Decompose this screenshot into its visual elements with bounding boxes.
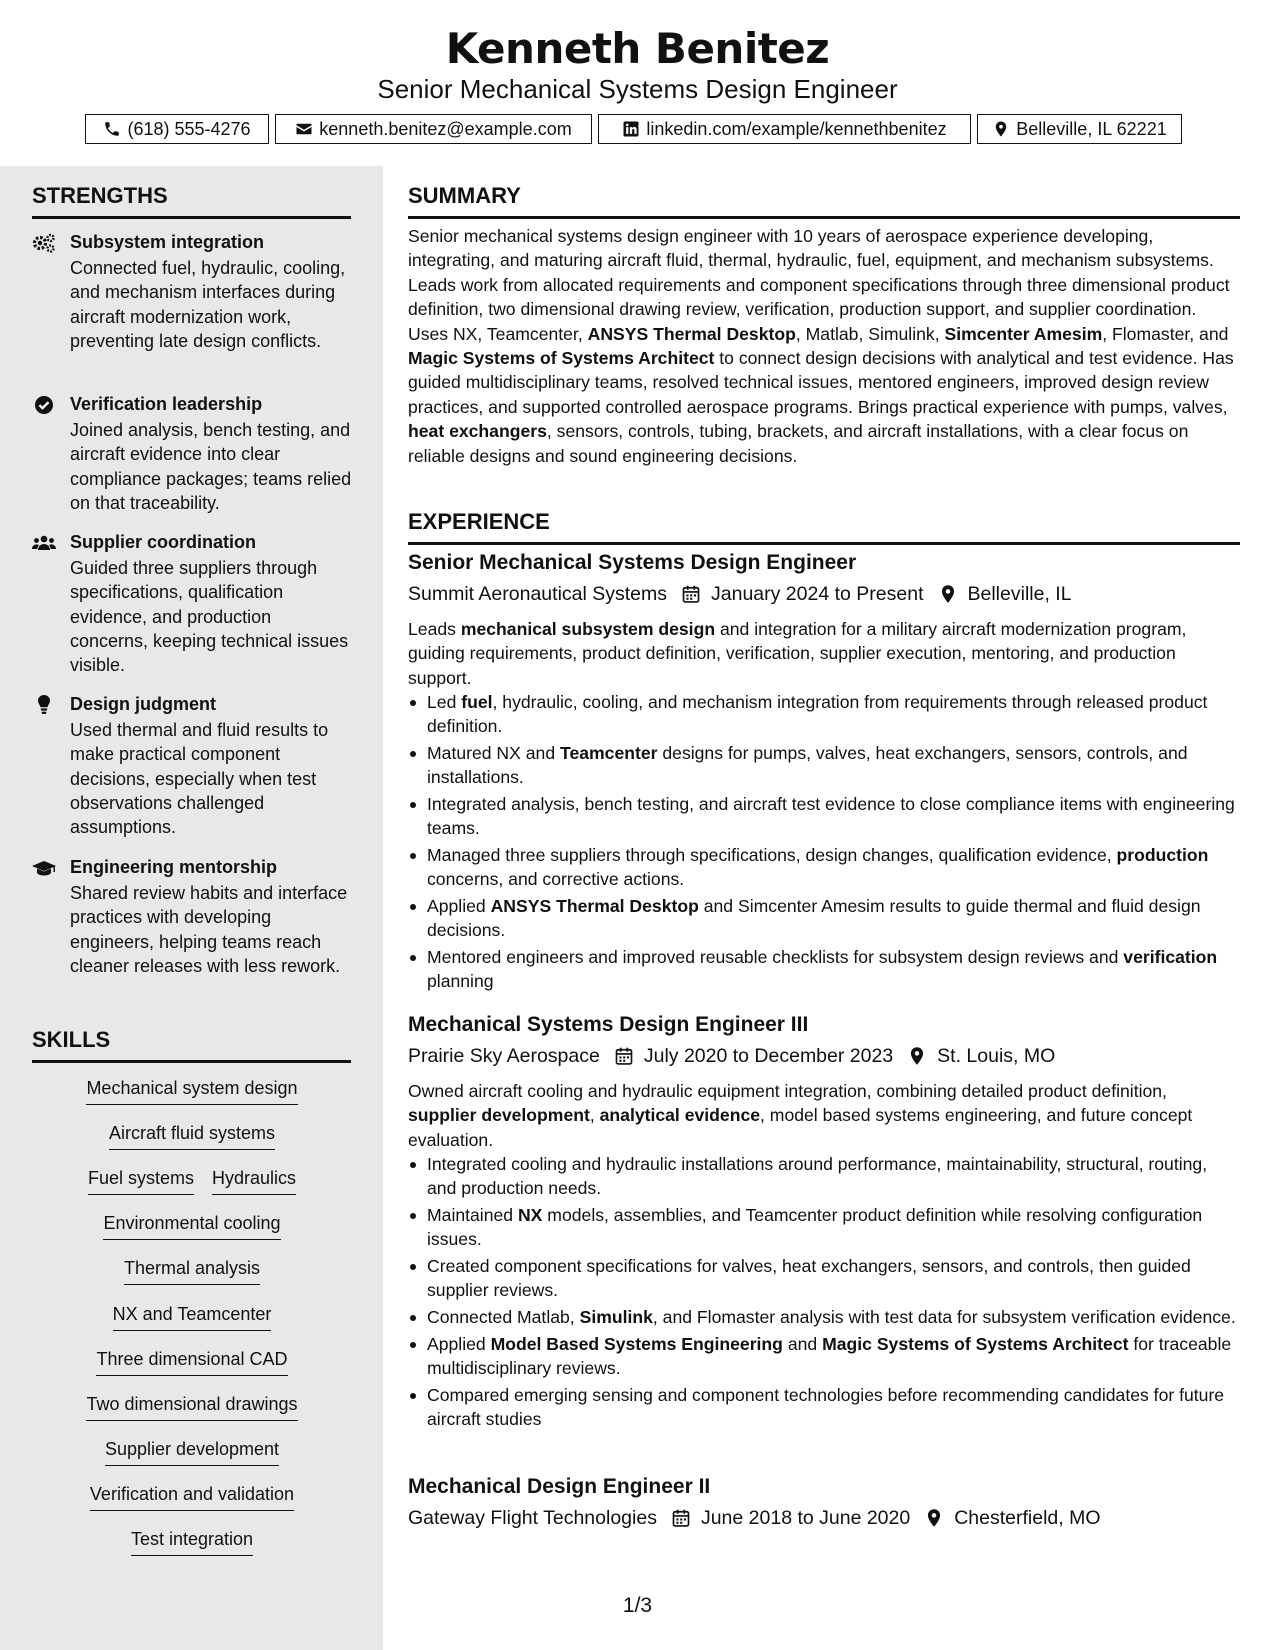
job-dates: January 2024 to Present	[711, 583, 924, 605]
calendar-icon	[671, 1508, 691, 1528]
email-address: kenneth.benitez@example.com	[319, 118, 572, 139]
linkedin-url: linkedin.com/example/kennethbenitez	[646, 118, 947, 139]
bullet-item: Applied ANSYS Thermal Desktop and Simcenter Amesim results to guide thermal and fluid design decisions.	[408, 894, 1240, 943]
map-pin-icon	[992, 120, 1010, 138]
skills-row	[32, 1392, 352, 1421]
bullet-item: Integrated cooling and hydraulic installations around performance, maintainability, structural, routing, and production needs.	[408, 1152, 1240, 1201]
strength-desc: Connected fuel, hydraulic, cooling, and mechanism interfaces during aircraft modernization work, preventing late design conflicts.	[70, 258, 346, 351]
job-title: Mechanical Design Engineer II	[408, 1475, 711, 1498]
bullet-item: Compared emerging sensing and component technologies before recommending candidates for future aircraft studies	[408, 1383, 1240, 1432]
job-bullets	[408, 1152, 1240, 1434]
strength-item	[32, 392, 352, 517]
skill-tag: Test integration	[131, 1527, 253, 1556]
strength-title: Supplier coordination	[70, 532, 257, 552]
job-intro: Owned aircraft cooling and hydraulic equipment integration, combining detailed product definition, supplier development, analytical evidence, model based systems engineering, and future concept evaluation.	[408, 1081, 1193, 1150]
map-pin-icon	[907, 1046, 927, 1066]
email-contact[interactable]	[275, 114, 592, 144]
bullet-item: Matured NX and Teamcenter designs for pumps, valves, heat exchangers, sensors, controls, and installations.	[408, 741, 1240, 790]
location-contact	[977, 114, 1182, 144]
skill-tag: Verification and validation	[90, 1482, 294, 1511]
calendar-icon	[614, 1046, 634, 1066]
strength-desc: Guided three suppliers through specifications, qualification evidence, and production concerns, keeping technical issues visible.	[70, 558, 349, 676]
check-circle-icon	[32, 395, 56, 415]
company-name: Gateway Flight Technologies	[408, 1507, 657, 1529]
bullet-item: Connected Matlab, Simulink, and Flomaster analysis with test data for subsystem verification evidence.	[408, 1305, 1240, 1329]
summary-heading: SUMMARY	[408, 181, 1240, 219]
graduation-cap-icon	[32, 858, 56, 878]
strength-item	[32, 855, 352, 1005]
gears-icon	[32, 233, 56, 253]
bullet-item: Maintained NX models, assemblies, and Teamcenter product definition while resolving configuration issues.	[408, 1203, 1240, 1252]
phone-icon	[103, 120, 121, 138]
job-title: Mechanical Systems Design Engineer III	[408, 1013, 809, 1036]
company-name: Summit Aeronautical Systems	[408, 583, 668, 605]
skills-row	[32, 1347, 352, 1376]
map-pin-icon	[938, 584, 958, 604]
phone-contact[interactable]	[85, 114, 269, 144]
job-location: Belleville, IL	[967, 583, 1072, 605]
skills-row	[32, 1437, 352, 1466]
page-number: 1/3	[622, 1594, 653, 1617]
job-meta	[408, 1043, 1055, 1069]
skills-row	[32, 1302, 352, 1331]
calendar-icon	[681, 584, 701, 604]
skills-row	[32, 1166, 352, 1195]
skill-tag: Mechanical system design	[86, 1076, 297, 1105]
company-name: Prairie Sky Aerospace	[408, 1045, 600, 1067]
job-bullets	[408, 690, 1240, 996]
skill-tag: Aircraft fluid systems	[109, 1121, 275, 1150]
envelope-icon	[295, 120, 313, 138]
candidate-title: Senior Mechanical Systems Design Engineer	[377, 74, 898, 104]
skill-tag: Fuel systems	[88, 1166, 194, 1195]
linkedin-contact[interactable]	[598, 114, 971, 144]
strength-title: Subsystem integration	[70, 232, 265, 252]
skills-row	[32, 1527, 352, 1556]
job-dates: July 2020 to December 2023	[643, 1045, 894, 1067]
summary-text: Senior mechanical systems design engineer with 10 years of aerospace experience developing, integrating, and maturing aircraft fluid, thermal, hydraulic, fuel, equipment, and mechanism subsystems. Leads work from allocated requirements and component specifications through three dimensional product definition, two dimensional drawing review, verification, production support, and supplier coordination. Uses NX, Teamcenter, ANSYS Thermal Desktop, Matlab, Simulink, Simcenter Amesim, Flomaster, and Magic Systems of Systems Architect to connect design decisions with analytical and test evidence. Has guided multidisciplinary teams, resolved technical issues, mentored engineers, improved design review practices, and supported controlled aerospace programs. Brings practical experience with pumps, valves, heat exchangers, sensors, controls, tubing, brackets, and aircraft installations, with a clear focus on reliable designs and sound engineering decisions.	[408, 226, 1234, 466]
bullet-item: Managed three suppliers through specifications, design changes, qualification evidence, production concerns, and corrective actions.	[408, 843, 1240, 892]
strength-desc: Joined analysis, bench testing, and aircraft evidence into clear compliance packages; teams relied on that traceability.	[70, 420, 352, 513]
users-icon	[32, 533, 56, 553]
skills-row	[32, 1211, 352, 1240]
job-location: St. Louis, MO	[937, 1045, 1056, 1067]
skill-tag: Hydraulics	[212, 1166, 296, 1195]
map-pin-icon	[924, 1508, 944, 1528]
bullet-item: Created component specifications for valves, heat exchangers, sensors, and controls, then guided supplier reviews.	[408, 1254, 1240, 1303]
location-text: Belleville, IL 62221	[1016, 118, 1167, 139]
job-intro: Leads mechanical subsystem design and integration for a military aircraft modernization program, guiding requirements, product definition, verification, supplier execution, mentoring, and production support.	[408, 619, 1187, 688]
experience-heading: EXPERIENCE	[408, 507, 1240, 545]
strength-desc: Used thermal and fluid results to make practical component decisions, especially when test observations challenged assumptions.	[70, 720, 329, 838]
strength-item	[32, 692, 352, 842]
skill-tag: Three dimensional CAD	[96, 1347, 287, 1376]
skill-tag: Thermal analysis	[124, 1256, 260, 1285]
skill-tag: NX and Teamcenter	[113, 1302, 272, 1331]
resume-header	[0, 0, 1275, 166]
strength-item	[32, 230, 352, 380]
phone-number: (618) 555-4276	[127, 118, 251, 139]
bullet-item: Mentored engineers and improved reusable checklists for subsystem design reviews and verification planning	[408, 945, 1240, 994]
skills-row	[32, 1121, 352, 1150]
bullet-item: Led fuel, hydraulic, cooling, and mechanism integration from requirements through released product definition.	[408, 690, 1240, 739]
skills-heading: SKILLS	[32, 1025, 351, 1063]
job-location: Chesterfield, MO	[954, 1507, 1101, 1529]
skills-row	[32, 1482, 352, 1511]
strength-item	[32, 530, 352, 680]
skills-row	[32, 1256, 352, 1285]
job-meta	[408, 1505, 1101, 1531]
skills-row	[32, 1076, 352, 1105]
skill-tag: Supplier development	[105, 1437, 279, 1466]
candidate-name: Kenneth Benitez	[445, 24, 830, 73]
skill-tag: Environmental cooling	[103, 1211, 280, 1240]
strength-desc: Shared review habits and interface practices with developing engineers, helping teams reach cleaner releases with less rework.	[70, 883, 348, 976]
bullet-item: Applied Model Based Systems Engineering and Magic Systems of Systems Architect for traceable multidisciplinary reviews.	[408, 1332, 1240, 1381]
strengths-heading: STRENGTHS	[32, 181, 351, 219]
strength-title: Design judgment	[70, 694, 217, 714]
job-title: Senior Mechanical Systems Design Engineer	[408, 551, 857, 574]
strength-title: Engineering mentorship	[70, 857, 278, 877]
job-dates: June 2018 to June 2020	[700, 1507, 911, 1529]
linkedin-icon	[622, 120, 640, 138]
bullet-item: Integrated analysis, bench testing, and aircraft test evidence to close compliance items with engineering teams.	[408, 792, 1240, 841]
skill-tag: Two dimensional drawings	[86, 1392, 297, 1421]
strength-title: Verification leadership	[70, 394, 263, 414]
lightbulb-icon	[32, 695, 56, 715]
job-meta	[408, 581, 1072, 607]
